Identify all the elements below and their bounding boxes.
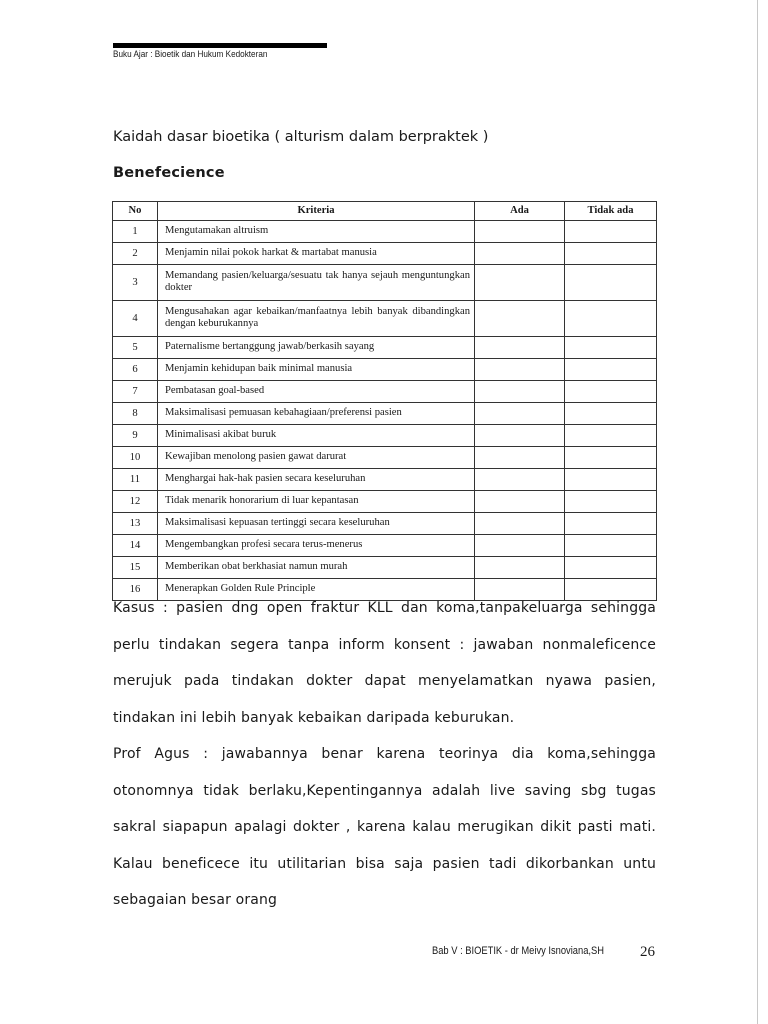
criteria-number-cell: 16 — [113, 579, 158, 601]
tidak-ada-cell — [565, 425, 657, 447]
criteria-number-cell: 15 — [113, 557, 158, 579]
criteria-number-cell: 6 — [113, 359, 158, 381]
table-row — [113, 513, 657, 535]
criteria-number-cell: 5 — [113, 337, 158, 359]
ada-cell — [475, 243, 565, 265]
table-header-row — [113, 202, 657, 221]
tidak-ada-cell — [565, 491, 657, 513]
criteria-text-cell: Menjamin nilai pokok harkat & martabat manusia — [158, 243, 475, 265]
criteria-text-cell: Menjamin kehidupan baik minimal manusia — [158, 359, 475, 381]
tidak-ada-cell — [565, 447, 657, 469]
table-row — [113, 447, 657, 469]
running-header: Buku Ajar : Bioetik dan Hukum Kedokteran — [113, 49, 268, 60]
tidak-ada-cell — [565, 243, 657, 265]
criteria-table — [112, 201, 657, 601]
criteria-number-cell: 9 — [113, 425, 158, 447]
table-row — [113, 301, 657, 337]
table-row — [113, 359, 657, 381]
ada-cell — [475, 265, 565, 301]
column-header-tidak-ada: Tidak ada — [565, 202, 657, 221]
criteria-text-cell: Mengutamakan altruism — [158, 221, 475, 243]
header-rule — [113, 43, 327, 48]
tidak-ada-cell — [565, 403, 657, 425]
criteria-text-cell: Mengembangkan profesi secara terus-menerus — [158, 535, 475, 557]
criteria-text-cell: Mengusahakan agar kebaikan/manfaatnya lebih banyak dibandingkan dengan keburukannya — [158, 301, 475, 337]
table-row — [113, 557, 657, 579]
table-row — [113, 243, 657, 265]
table-row — [113, 491, 657, 513]
table-row — [113, 381, 657, 403]
criteria-text-cell: Memberikan obat berkhasiat namun murah — [158, 557, 475, 579]
criteria-number-cell: 14 — [113, 535, 158, 557]
table-row — [113, 535, 657, 557]
running-footer: Bab V : BIOETIK - dr Meivy Isnoviana,SH — [432, 945, 605, 957]
tidak-ada-cell — [565, 337, 657, 359]
ada-cell — [475, 535, 565, 557]
page-number: 26 — [640, 944, 655, 960]
criteria-number-cell: 4 — [113, 301, 158, 337]
criteria-number-cell: 13 — [113, 513, 158, 535]
prof-paragraph: Prof Agus : jawabannya benar karena teorinya dia koma,sehingga otonomnya tidak berlaku,Kepentingannya adalah live saving sbg tugas sakral siapapun apalagi dokter , karena kalau merugikan dikit pasti mati. Kalau beneficece itu utilitarian bisa saja pasien tadi dikorbankan untu sebagaian besar orang — [113, 746, 656, 908]
tidak-ada-cell — [565, 535, 657, 557]
criteria-number-cell: 2 — [113, 243, 158, 265]
table-row — [113, 403, 657, 425]
table-row — [113, 337, 657, 359]
column-header-no: No — [113, 202, 158, 221]
tidak-ada-cell — [565, 469, 657, 491]
ada-cell — [475, 403, 565, 425]
ada-cell — [475, 337, 565, 359]
criteria-number-cell: 10 — [113, 447, 158, 469]
column-header-ada: Ada — [475, 202, 565, 221]
criteria-text-cell: Paternalisme bertanggung jawab/berkasih sayang — [158, 337, 475, 359]
tidak-ada-cell — [565, 513, 657, 535]
ada-cell — [475, 425, 565, 447]
ada-cell — [475, 381, 565, 403]
ada-cell — [475, 469, 565, 491]
criteria-number-cell: 8 — [113, 403, 158, 425]
table-row — [113, 265, 657, 301]
criteria-text-cell: Kewajiban menolong pasien gawat darurat — [158, 447, 475, 469]
criteria-text-cell: Memandang pasien/keluarga/sesuatu tak hanya sejauh menguntungkan dokter — [158, 265, 475, 301]
tidak-ada-cell — [565, 221, 657, 243]
ada-cell — [475, 447, 565, 469]
ada-cell — [475, 301, 565, 337]
page-edge-rule — [757, 0, 758, 1024]
criteria-text-cell: Maksimalisasi pemuasan kebahagiaan/preferensi pasien — [158, 403, 475, 425]
page-title: Kaidah dasar bioetika ( alturism dalam berpraktek ) — [113, 129, 489, 145]
criteria-number-cell: 11 — [113, 469, 158, 491]
tidak-ada-cell — [565, 557, 657, 579]
ada-cell — [475, 491, 565, 513]
ada-cell — [475, 513, 565, 535]
criteria-number-cell: 12 — [113, 491, 158, 513]
criteria-text-cell: Minimalisasi akibat buruk — [158, 425, 475, 447]
criteria-text-cell: Menghargai hak-hak pasien secara keseluruhan — [158, 469, 475, 491]
ada-cell — [475, 221, 565, 243]
criteria-text-cell: Tidak menarik honorarium di luar kepantasan — [158, 491, 475, 513]
criteria-number-cell: 7 — [113, 381, 158, 403]
ada-cell — [475, 359, 565, 381]
criteria-text-cell: Maksimalisasi kepuasan tertinggi secara keseluruhan — [158, 513, 475, 535]
table-row — [113, 425, 657, 447]
table-row — [113, 221, 657, 243]
criteria-number-cell: 3 — [113, 265, 158, 301]
tidak-ada-cell — [565, 265, 657, 301]
table-row — [113, 469, 657, 491]
column-header-kriteria: Kriteria — [158, 202, 475, 221]
tidak-ada-cell — [565, 359, 657, 381]
section-heading: Benefecience — [113, 165, 225, 181]
tidak-ada-cell — [565, 301, 657, 337]
criteria-text-cell: Pembatasan goal-based — [158, 381, 475, 403]
tidak-ada-cell — [565, 381, 657, 403]
criteria-number-cell: 1 — [113, 221, 158, 243]
ada-cell — [475, 557, 565, 579]
criteria-text-cell: Menerapkan Golden Rule Principle — [158, 579, 475, 601]
kasus-paragraph: Kasus : pasien dng open fraktur KLL dan koma,tanpakeluarga sehingga perlu tindakan segera tanpa inform konsent : jawaban nonmaleficence merujuk pada tindakan dokter dapat menyelamatkan nyawa pasien, tindakan ini lebih banyak kebaikan daripada keburukan. — [113, 600, 656, 726]
body-text — [113, 590, 656, 919]
